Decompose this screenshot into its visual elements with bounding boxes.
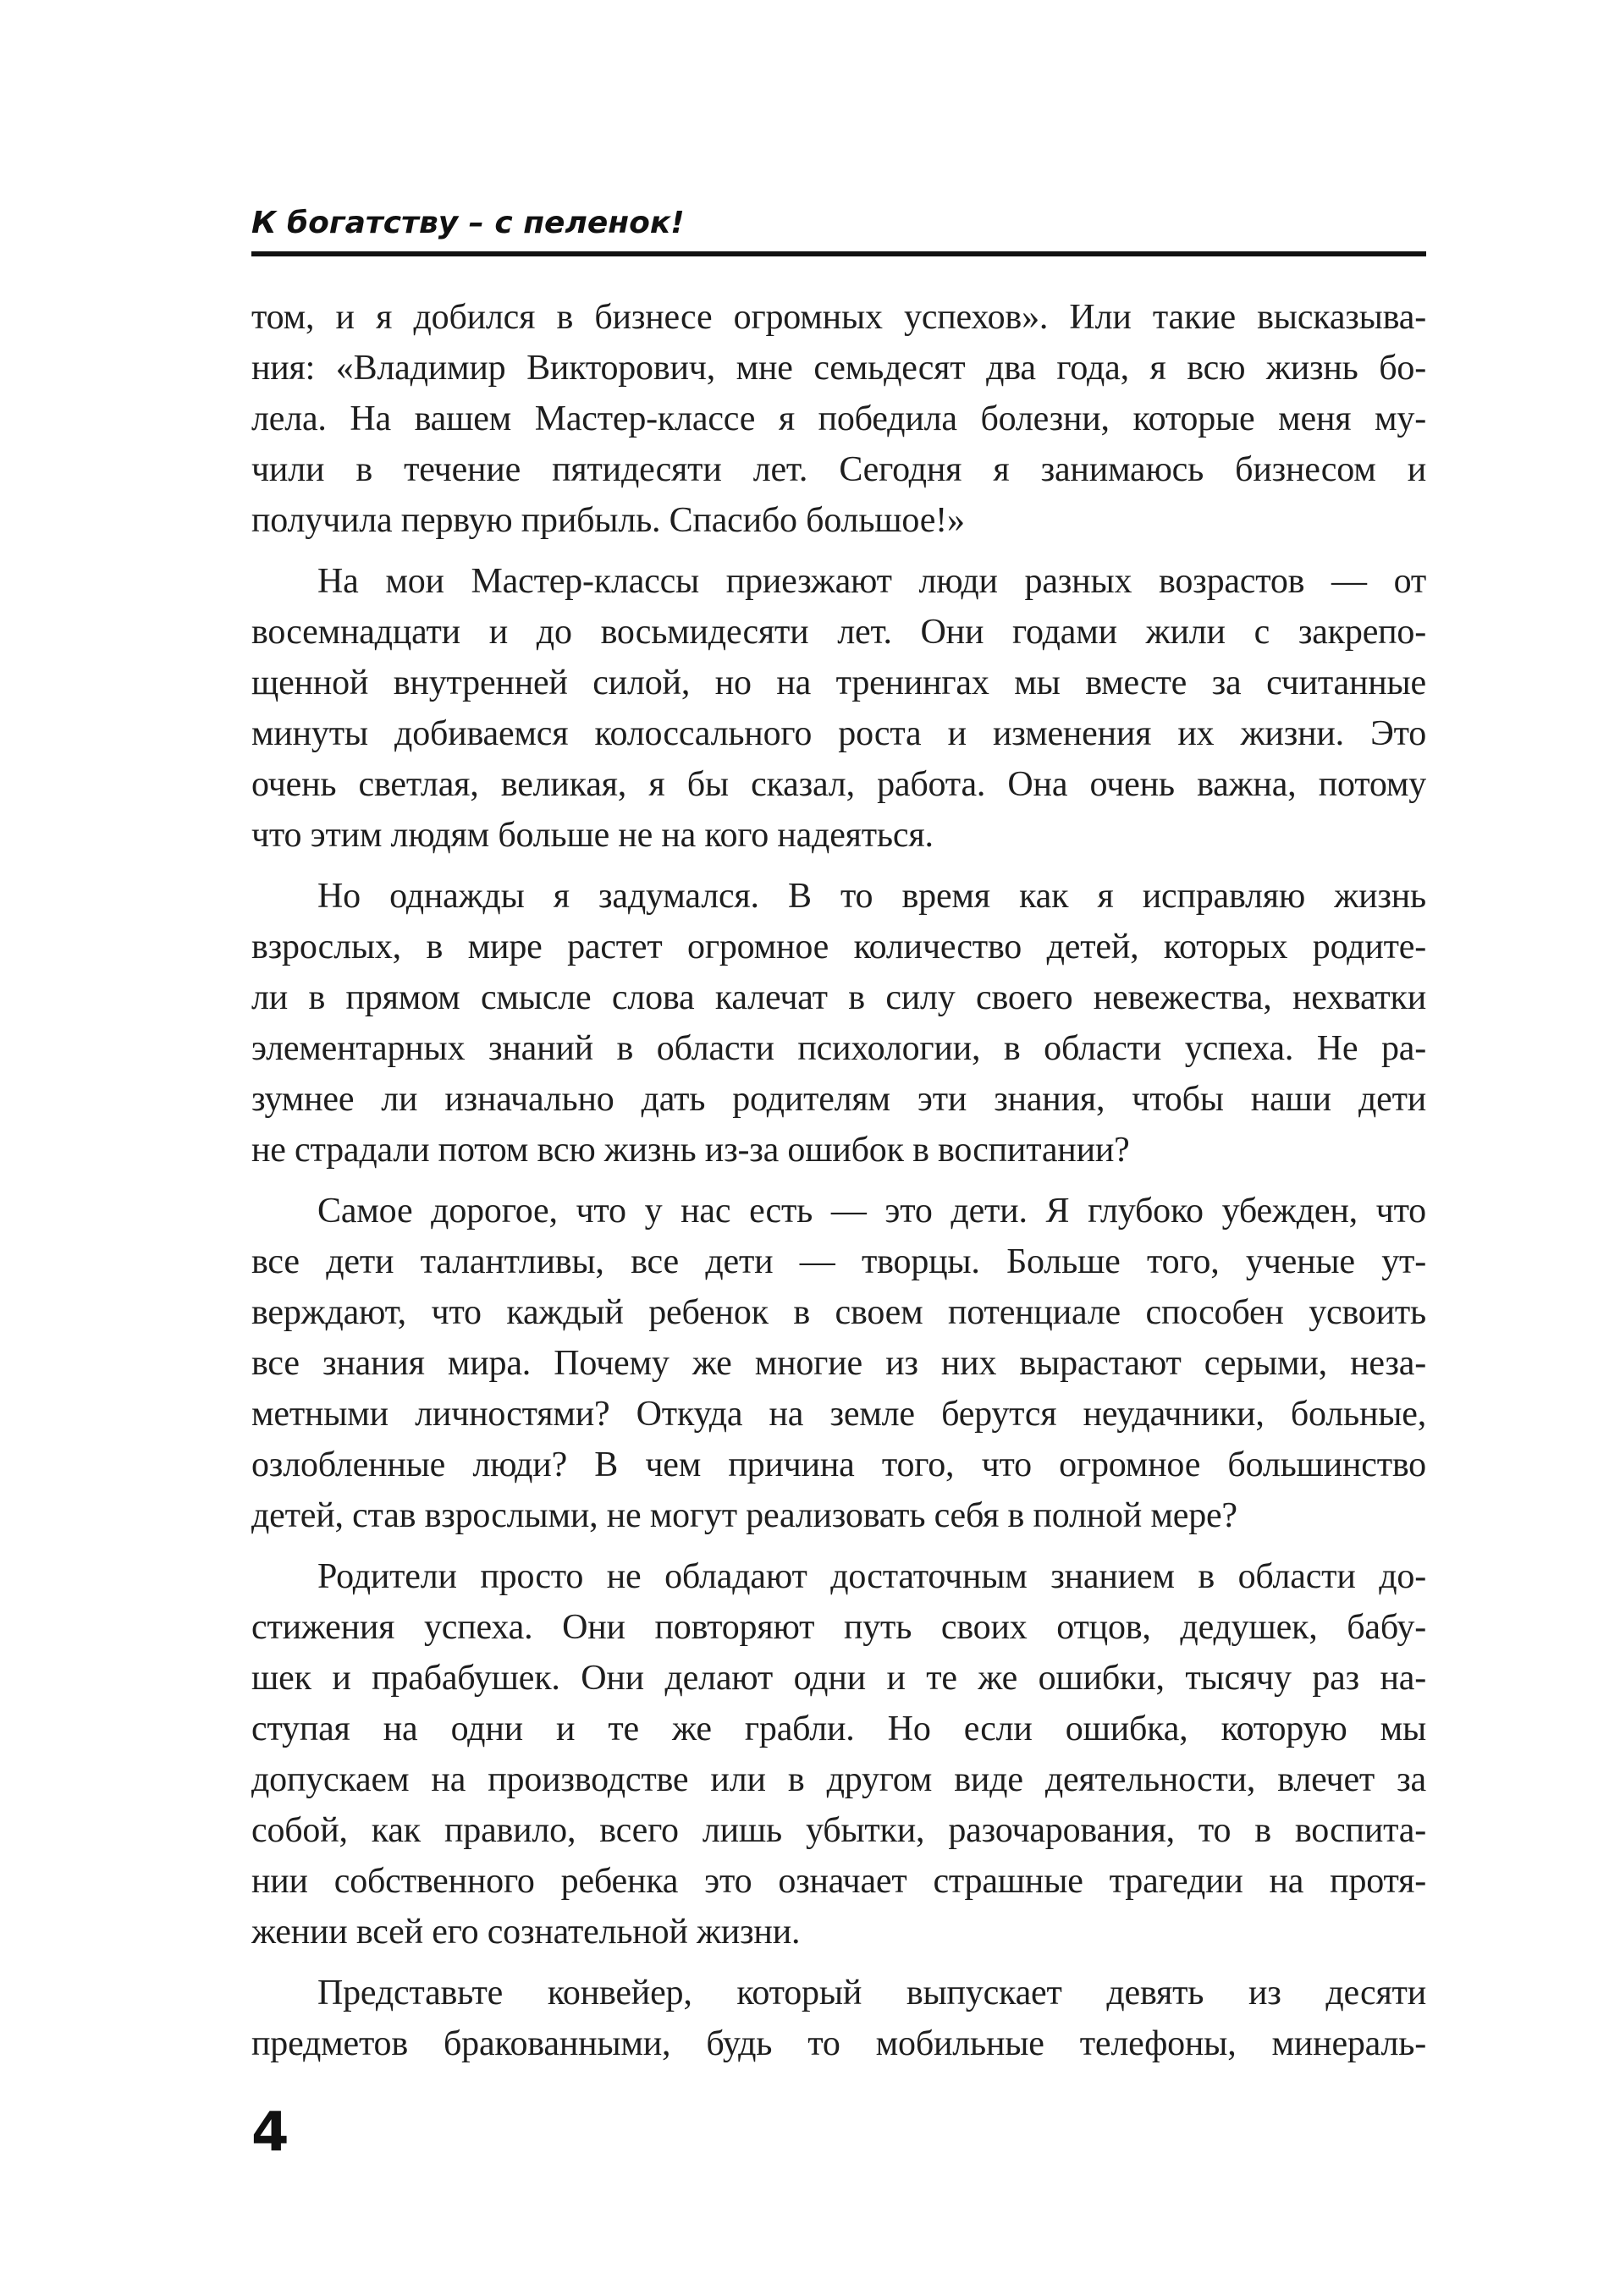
- text-line: жении всей его сознательной жизни.: [251, 1913, 801, 1952]
- text-line: шек и прабабушек. Они делают одни и те же ошибки, тысячу раз на-: [251, 1659, 1426, 1698]
- paragraph-1: [251, 292, 1426, 546]
- text-line: зумнее ли изначально дать родителям эти знания, чтобы наши дети: [251, 1080, 1426, 1119]
- text-line: Представьте конвейер, который выпускает девять из десяти: [317, 1974, 1426, 2012]
- paragraph-3: [251, 871, 1426, 1176]
- text-line: метными личностями? Откуда на земле берутся неудачники, больные,: [251, 1395, 1426, 1434]
- text-line: очень светлая, великая, я бы сказал, работа. Она очень важна, потому: [251, 765, 1426, 804]
- text-line: все знания мира. Почему же многие из них вырастают серыми, неза-: [251, 1344, 1426, 1383]
- text-line: ли в прямом смысле слова калечат в силу своего невежества, нехватки: [251, 978, 1426, 1017]
- paragraph-4: [251, 1186, 1426, 1541]
- text-line: минуты добиваемся колоссального роста и изменения их жизни. Это: [251, 714, 1426, 753]
- paragraph-6: [251, 1968, 1426, 2069]
- text-line: ния: «Владимир Викторович, мне семьдесят два года, я всю жизнь бо-: [251, 349, 1426, 388]
- text-line: щенной внутренней силой, но на тренингах мы вместе за считанные: [251, 663, 1426, 702]
- body-text: [251, 292, 1426, 2079]
- paragraph-5: [251, 1551, 1426, 1957]
- text-line: лела. На вашем Мастер-классе я победила болезни, которые меня му-: [251, 399, 1426, 438]
- text-line: том, и я добился в бизнесе огромных успехов». Или такие высказыва-: [251, 298, 1426, 337]
- text-line: что этим людям больше не на кого надеяться.: [251, 816, 934, 855]
- header-rule: [251, 251, 1426, 256]
- text-line: чили в течение пятидесяти лет. Сегодня я занимаюсь бизнесом и: [251, 450, 1426, 489]
- text-line: На мои Мастер-классы приезжают люди разных возрастов — от: [317, 562, 1426, 601]
- paragraph-2: [251, 556, 1426, 861]
- text-line: стижения успеха. Они повторяют путь своих отцов, дедушек, бабу-: [251, 1608, 1426, 1647]
- text-line: Самое дорогое, что у нас есть — это дети. Я глубоко убежден, что: [317, 1192, 1426, 1231]
- text-line: восемнадцати и до восьмидесяти лет. Они годами жили с закрепо-: [251, 613, 1426, 652]
- text-line: нии собственного ребенка это означает страшные трагедии на протя-: [251, 1862, 1426, 1901]
- text-line: предметов бракованными, будь то мобильные телефоны, минераль-: [251, 2024, 1426, 2063]
- text-line: собой, как правило, всего лишь убытки, разочарования, то в воспита-: [251, 1811, 1426, 1850]
- text-line: ступая на одни и те же грабли. Но если ошибка, которую мы: [251, 1710, 1426, 1748]
- text-line: все дети талантливы, все дети — творцы. Больше того, ученые ут-: [251, 1242, 1426, 1281]
- text-line: Родители просто не обладают достаточным знанием в области до-: [317, 1557, 1426, 1596]
- running-title: К богатству – с пеленок!: [251, 206, 685, 240]
- text-line: детей, став взрослыми, не могут реализовать себя в полной мере?: [251, 1496, 1237, 1535]
- page-number: 4: [251, 2101, 289, 2164]
- text-line: не страдали потом всю жизнь из-за ошибок в воспитании?: [251, 1131, 1130, 1170]
- text-line: элементарных знаний в области психологии, в области успеха. Не ра-: [251, 1029, 1426, 1068]
- text-line: получила первую прибыль. Спасибо большое!»: [251, 501, 965, 540]
- text-line: Но однажды я задумался. В то время как я исправляю жизнь: [317, 877, 1426, 916]
- text-line: взрослых, в мире растет огромное количество детей, которых родите-: [251, 928, 1426, 966]
- text-line: допускаем на производстве или в другом виде деятельности, влечет за: [251, 1760, 1426, 1799]
- text-line: озлобленные люди? В чем причина того, что огромное большинство: [251, 1445, 1426, 1484]
- text-line: верждают, что каждый ребенок в своем потенциале способен усвоить: [251, 1293, 1426, 1332]
